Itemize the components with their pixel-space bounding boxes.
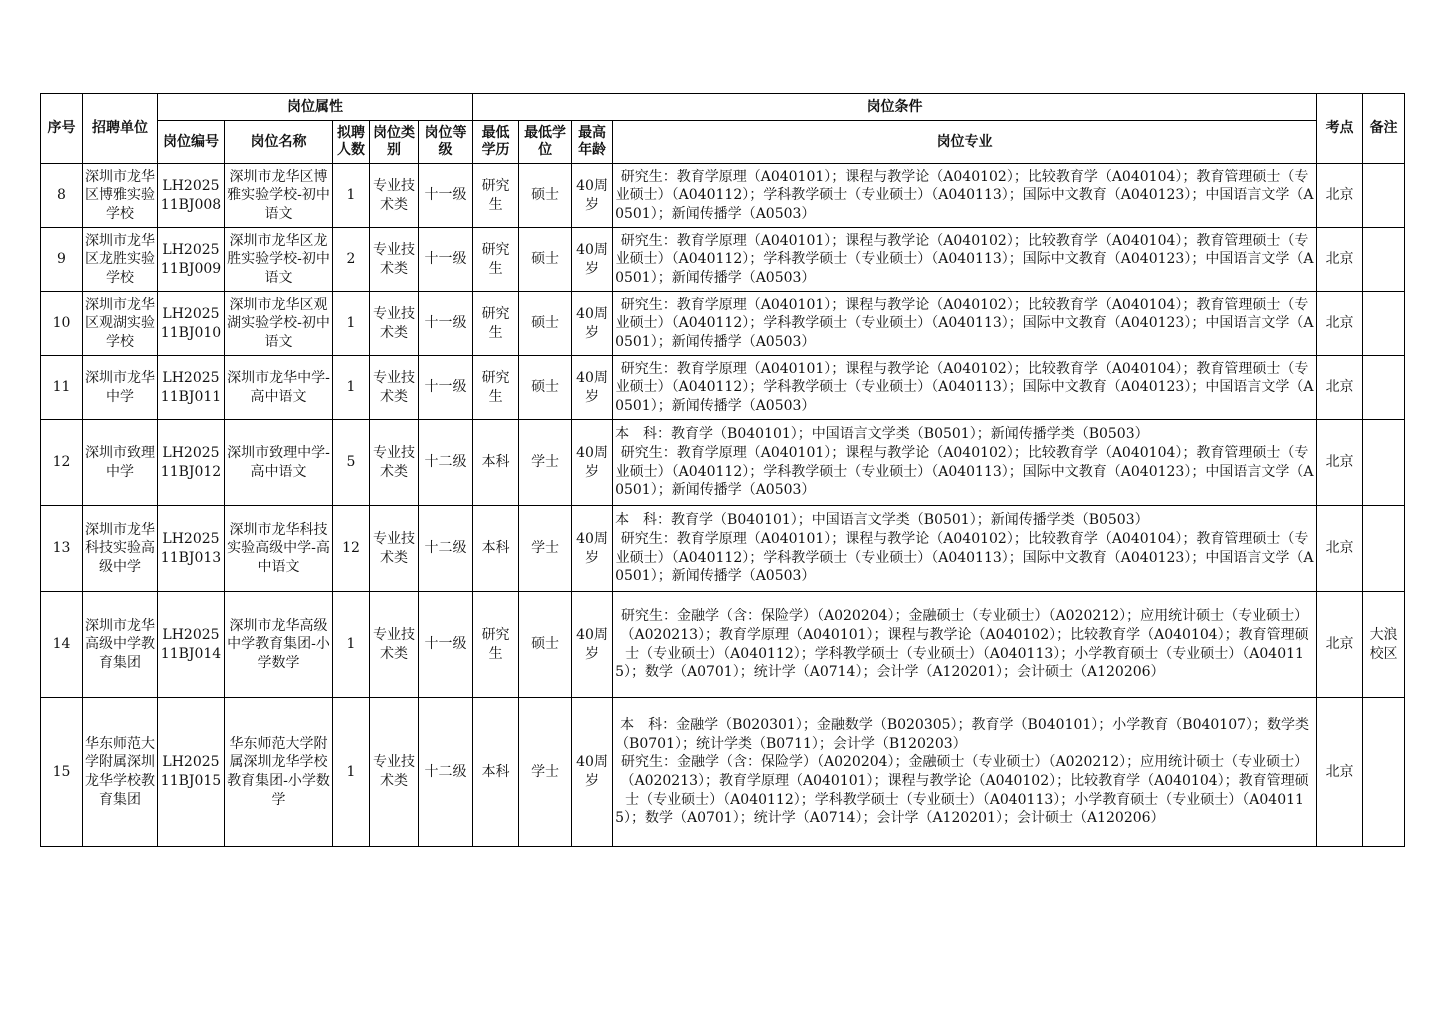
type-cell: 专业技术类 (370, 420, 419, 506)
type-cell: 专业技术类 (370, 592, 419, 698)
unit-cell: 深圳市龙华区龙胜实验学校 (83, 228, 158, 292)
header-count: 拟聘人数 (333, 121, 370, 164)
age-cell: 40周岁 (572, 420, 613, 506)
header-group-attr: 岗位属性 (158, 94, 473, 121)
note-cell (1363, 420, 1405, 506)
degree-cell: 硕士 (519, 228, 572, 292)
note-cell (1363, 356, 1405, 420)
code-cell: LH202511BJ014 (158, 592, 225, 698)
exam-cell: 北京 (1317, 506, 1363, 592)
degree-cell: 硕士 (519, 292, 572, 356)
exam-cell: 北京 (1317, 164, 1363, 228)
note-cell (1363, 698, 1405, 847)
major-grad-text: 研究生：教育学原理（A040101）；课程与教学论（A040102）；比较教育学（A040104）；教育管理硕士（专业硕士）（A040112）；学科教学硕士（专业硕士）（A040113）；国际中文教育（A040123）；中国语言文学（A0501）；新闻传播学（A0503） (615, 360, 1314, 414)
major-grad-text: 研究生：教育学原理（A040101）；课程与教学论（A040102）；比较教育学（A040104）；教育管理硕士（专业硕士）（A040112）；学科教学硕士（专业硕士）（A040113）；国际中文教育（A040123）；中国语言文学（A0501）；新闻传播学（A0503） (615, 530, 1314, 585)
major-grad-text: 研究生：金融学（含：保险学）（A020204）；金融硕士（专业硕士）（A020212）；应用统计硕士（专业硕士）（A020213）；教育学原理（A040101）；课程与教学论（A040102）；比较教育学（A040104）；教育管理硕士（专业硕士）（A040112）；学科教学硕士（专业硕士）（A040113）；小学教育硕士（专业硕士）（A040115）；数学（A0701）；统计学（A0714）；会计学（A120201）；会计硕士（A120206） (615, 754, 1309, 827)
seq-cell: 13 (41, 506, 83, 592)
header-degree: 最低学位 (519, 121, 572, 164)
note-cell (1363, 506, 1405, 592)
edu-cell: 研究生 (473, 356, 519, 420)
major-undergrad-text: 本 科：教育学（B040101）；中国语言文学类（B0501）；新闻传播学类（B0503） (615, 426, 1149, 443)
level-cell: 十二级 (419, 420, 473, 506)
header-age: 最高年龄 (572, 121, 613, 164)
table-row (41, 292, 1405, 356)
unit-cell: 深圳市龙华区观湖实验学校 (83, 292, 158, 356)
seq-cell: 14 (41, 592, 83, 698)
edu-cell: 研究生 (473, 592, 519, 698)
header-row-2 (41, 121, 1405, 164)
code-cell: LH202511BJ012 (158, 420, 225, 506)
exam-cell: 北京 (1317, 698, 1363, 847)
note-cell: 大浪校区 (1363, 592, 1405, 698)
header-code: 岗位编号 (158, 121, 225, 164)
table-row (41, 228, 1405, 292)
header-note: 备注 (1363, 94, 1405, 164)
name-cell: 深圳市龙华高级中学教育集团-小学数学 (225, 592, 333, 698)
header-exam: 考点 (1317, 94, 1363, 164)
edu-cell: 本科 (473, 420, 519, 506)
edu-cell: 研究生 (473, 228, 519, 292)
name-cell: 深圳市致理中学-高中语文 (225, 420, 333, 506)
major-grad-text: 研究生：教育学原理（A040101）；课程与教学论（A040102）；比较教育学（A040104）；教育管理硕士（专业硕士）（A040112）；学科教学硕士（专业硕士）（A040113）；国际中文教育（A040123）；中国语言文学（A0501）；新闻传播学（A0503） (615, 444, 1314, 499)
code-cell: LH202511BJ011 (158, 356, 225, 420)
major-cell (613, 164, 1317, 228)
exam-cell: 北京 (1317, 356, 1363, 420)
header-type: 岗位类别 (370, 121, 419, 164)
unit-cell: 华东师范大学附属深圳龙华学校教育集团 (83, 698, 158, 847)
name-cell: 深圳市龙华区龙胜实验学校-初中语文 (225, 228, 333, 292)
header-unit: 招聘单位 (83, 94, 158, 164)
type-cell: 专业技术类 (370, 164, 419, 228)
age-cell: 40周岁 (572, 164, 613, 228)
count-cell: 1 (333, 356, 370, 420)
header-group-cond: 岗位条件 (473, 94, 1317, 121)
exam-cell: 北京 (1317, 292, 1363, 356)
recruitment-table (40, 93, 1405, 847)
major-grad-text: 研究生：教育学原理（A040101）；课程与教学论（A040102）；比较教育学（A040104）；教育管理硕士（专业硕士）（A040112）；学科教学硕士（专业硕士）（A040113）；国际中文教育（A040123）；中国语言文学（A0501）；新闻传播学（A0503） (615, 296, 1314, 350)
table-body (41, 164, 1405, 847)
header-major: 岗位专业 (613, 121, 1317, 164)
major-undergrad-text: 本 科：教育学（B040101）；中国语言文学类（B0501）；新闻传播学类（B0503） (615, 512, 1149, 529)
count-cell: 12 (333, 506, 370, 592)
table-row (41, 420, 1405, 506)
degree-cell: 学士 (519, 420, 572, 506)
degree-cell: 硕士 (519, 592, 572, 698)
code-cell: LH202511BJ009 (158, 228, 225, 292)
major-cell (613, 592, 1317, 698)
table-row (41, 592, 1405, 698)
age-cell: 40周岁 (572, 228, 613, 292)
table-row (41, 506, 1405, 592)
age-cell: 40周岁 (572, 356, 613, 420)
age-cell: 40周岁 (572, 592, 613, 698)
exam-cell: 北京 (1317, 592, 1363, 698)
edu-cell: 本科 (473, 698, 519, 847)
major-undergrad-text: 本 科：金融学（B020301）；金融数学（B020305）；教育学（B040101）；小学教育（B040107）；数学类（B0701）；统计学类（B0711）；会计学（B120203） (615, 717, 1310, 752)
type-cell: 专业技术类 (370, 506, 419, 592)
seq-cell: 12 (41, 420, 83, 506)
age-cell: 40周岁 (572, 506, 613, 592)
level-cell: 十一级 (419, 356, 473, 420)
major-grad-text: 研究生：金融学（含：保险学）（A020204）；金融硕士（专业硕士）（A020212）；应用统计硕士（专业硕士）（A020213）；教育学原理（A040101）；课程与教学论（A040102）；比较教育学（A040104）；教育管理硕士（专业硕士）（A040112）；学科教学硕士（专业硕士）（A040113）；小学教育硕士（专业硕士）（A040115）；数学（A0701）；统计学（A0714）；会计学（A120201）；会计硕士（A120206） (615, 608, 1309, 681)
major-cell (613, 698, 1317, 847)
edu-cell: 研究生 (473, 164, 519, 228)
level-cell: 十一级 (419, 292, 473, 356)
seq-cell: 15 (41, 698, 83, 847)
code-cell: LH202511BJ010 (158, 292, 225, 356)
code-cell: LH202511BJ008 (158, 164, 225, 228)
type-cell: 专业技术类 (370, 228, 419, 292)
header-name: 岗位名称 (225, 121, 333, 164)
major-grad-text: 研究生：教育学原理（A040101）；课程与教学论（A040102）；比较教育学（A040104）；教育管理硕士（专业硕士）（A040112）；学科教学硕士（专业硕士）（A040113）；国际中文教育（A040123）；中国语言文学（A0501）；新闻传播学（A0503） (615, 168, 1314, 222)
count-cell: 1 (333, 164, 370, 228)
code-cell: LH202511BJ013 (158, 506, 225, 592)
type-cell: 专业技术类 (370, 292, 419, 356)
major-cell (613, 420, 1317, 506)
seq-cell: 8 (41, 164, 83, 228)
table-row (41, 698, 1405, 847)
major-cell (613, 506, 1317, 592)
seq-cell: 11 (41, 356, 83, 420)
unit-cell: 深圳市龙华高级中学教育集团 (83, 592, 158, 698)
header-row-1 (41, 94, 1405, 121)
degree-cell: 硕士 (519, 356, 572, 420)
table-row (41, 356, 1405, 420)
code-cell: LH202511BJ015 (158, 698, 225, 847)
edu-cell: 本科 (473, 506, 519, 592)
unit-cell: 深圳市龙华区博雅实验学校 (83, 164, 158, 228)
degree-cell: 学士 (519, 506, 572, 592)
major-grad-text: 研究生：教育学原理（A040101）；课程与教学论（A040102）；比较教育学（A040104）；教育管理硕士（专业硕士）（A040112）；学科教学硕士（专业硕士）（A040113）；国际中文教育（A040123）；中国语言文学（A0501）；新闻传播学（A0503） (615, 232, 1314, 286)
level-cell: 十一级 (419, 592, 473, 698)
header-edu: 最低学历 (473, 121, 519, 164)
seq-cell: 10 (41, 292, 83, 356)
note-cell (1363, 292, 1405, 356)
major-cell (613, 356, 1317, 420)
header-seq: 序号 (41, 94, 83, 164)
major-cell (613, 228, 1317, 292)
age-cell: 40周岁 (572, 698, 613, 847)
exam-cell: 北京 (1317, 228, 1363, 292)
name-cell: 深圳市龙华中学-高中语文 (225, 356, 333, 420)
header-level: 岗位等级 (419, 121, 473, 164)
degree-cell: 学士 (519, 698, 572, 847)
level-cell: 十二级 (419, 506, 473, 592)
edu-cell: 研究生 (473, 292, 519, 356)
name-cell: 深圳市龙华区观湖实验学校-初中语文 (225, 292, 333, 356)
count-cell: 1 (333, 292, 370, 356)
count-cell: 1 (333, 698, 370, 847)
age-cell: 40周岁 (572, 292, 613, 356)
note-cell (1363, 228, 1405, 292)
degree-cell: 硕士 (519, 164, 572, 228)
level-cell: 十一级 (419, 164, 473, 228)
name-cell: 深圳市龙华区博雅实验学校-初中语文 (225, 164, 333, 228)
name-cell: 华东师范大学附属深圳龙华学校教育集团-小学数学 (225, 698, 333, 847)
type-cell: 专业技术类 (370, 356, 419, 420)
name-cell: 深圳市龙华科技实验高级中学-高中语文 (225, 506, 333, 592)
level-cell: 十二级 (419, 698, 473, 847)
unit-cell: 深圳市致理中学 (83, 420, 158, 506)
seq-cell: 9 (41, 228, 83, 292)
type-cell: 专业技术类 (370, 698, 419, 847)
count-cell: 2 (333, 228, 370, 292)
unit-cell: 深圳市龙华科技实验高级中学 (83, 506, 158, 592)
unit-cell: 深圳市龙华中学 (83, 356, 158, 420)
major-cell (613, 292, 1317, 356)
table-row (41, 164, 1405, 228)
note-cell (1363, 164, 1405, 228)
count-cell: 5 (333, 420, 370, 506)
count-cell: 1 (333, 592, 370, 698)
exam-cell: 北京 (1317, 420, 1363, 506)
level-cell: 十一级 (419, 228, 473, 292)
